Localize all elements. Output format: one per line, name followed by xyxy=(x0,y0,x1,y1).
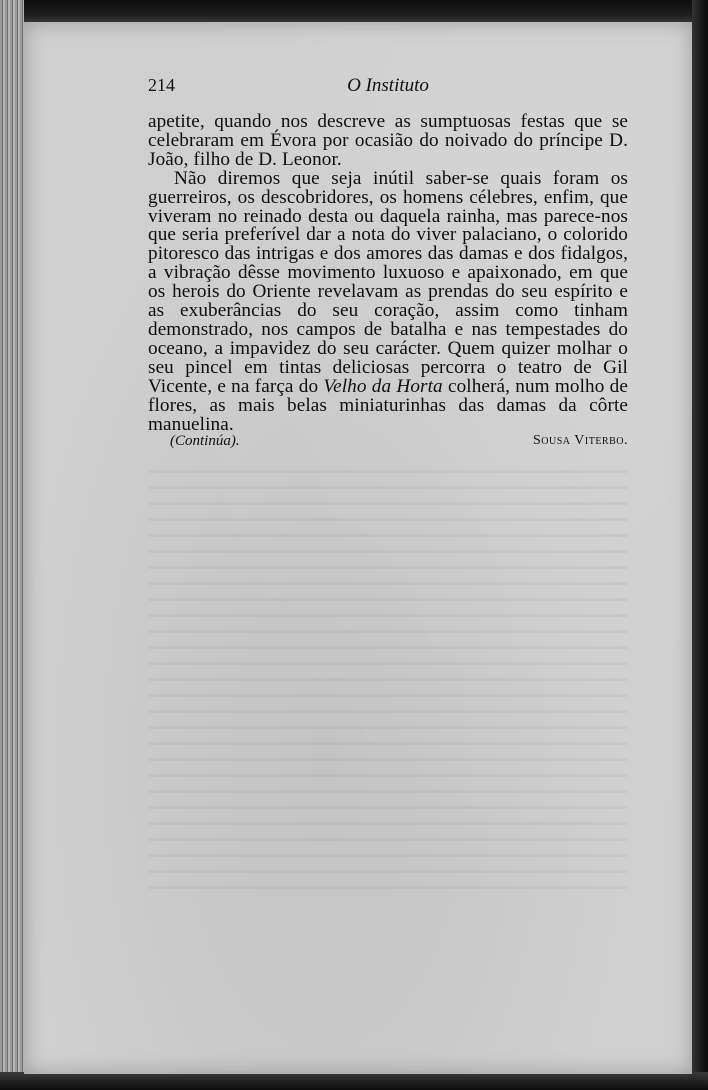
book-bottom-edge xyxy=(0,1072,708,1090)
running-head xyxy=(148,75,628,99)
italic-play-title: Velho da Horta xyxy=(323,375,443,397)
paragraph-main xyxy=(148,167,628,435)
paragraph-main-text: Não diremos que seja inútil saber-se quais foram os guerreiros, os descobridores, os homens célebres, enfim, que viveram no reinado desta ou daquela rainha, mas parece-nos que seria preferível dar a nota do viver palaciano, o colorido pitoresco das intrigas e dos amores das damas e dos fidalgos, a vibração dêsse movimento luxuoso e apaixonado, em que os herois do Oriente revelavam as prendas do seu espírito e as exuberâncias do seu coração, assim como tinham demonstrado, nos campos de batalha e nas tempestades do oceano, a impavidez do seu carácter. Quem quizer molhar o seu pincel em tintas deliciosas percorra o teatro de Gil Vicente, e na farça do xyxy=(148,167,628,397)
paragraph-continuation: apetite, quando nos descreve as sumptuosas festas que se celebraram em Évora por ocasião do noivado do príncipe D. João, filho de D. Leonor. xyxy=(148,111,628,170)
article-closing xyxy=(170,433,628,457)
continued-note: (Continúa). xyxy=(170,433,240,449)
bleed-through-texture xyxy=(148,470,628,890)
page-number: 214 xyxy=(148,75,175,95)
journal-title: O Instituto xyxy=(347,75,429,96)
book-right-edge xyxy=(692,0,708,1090)
book-page-stack-edge xyxy=(0,0,24,1090)
article-body xyxy=(148,113,628,434)
book-top-edge xyxy=(0,0,708,24)
paragraph-main-ending: colherá, num molho de flores, as mais belas miniaturinhas das damas da côrte manuelina. xyxy=(148,375,628,435)
author-signature: Sousa Viterbo. xyxy=(533,433,628,448)
